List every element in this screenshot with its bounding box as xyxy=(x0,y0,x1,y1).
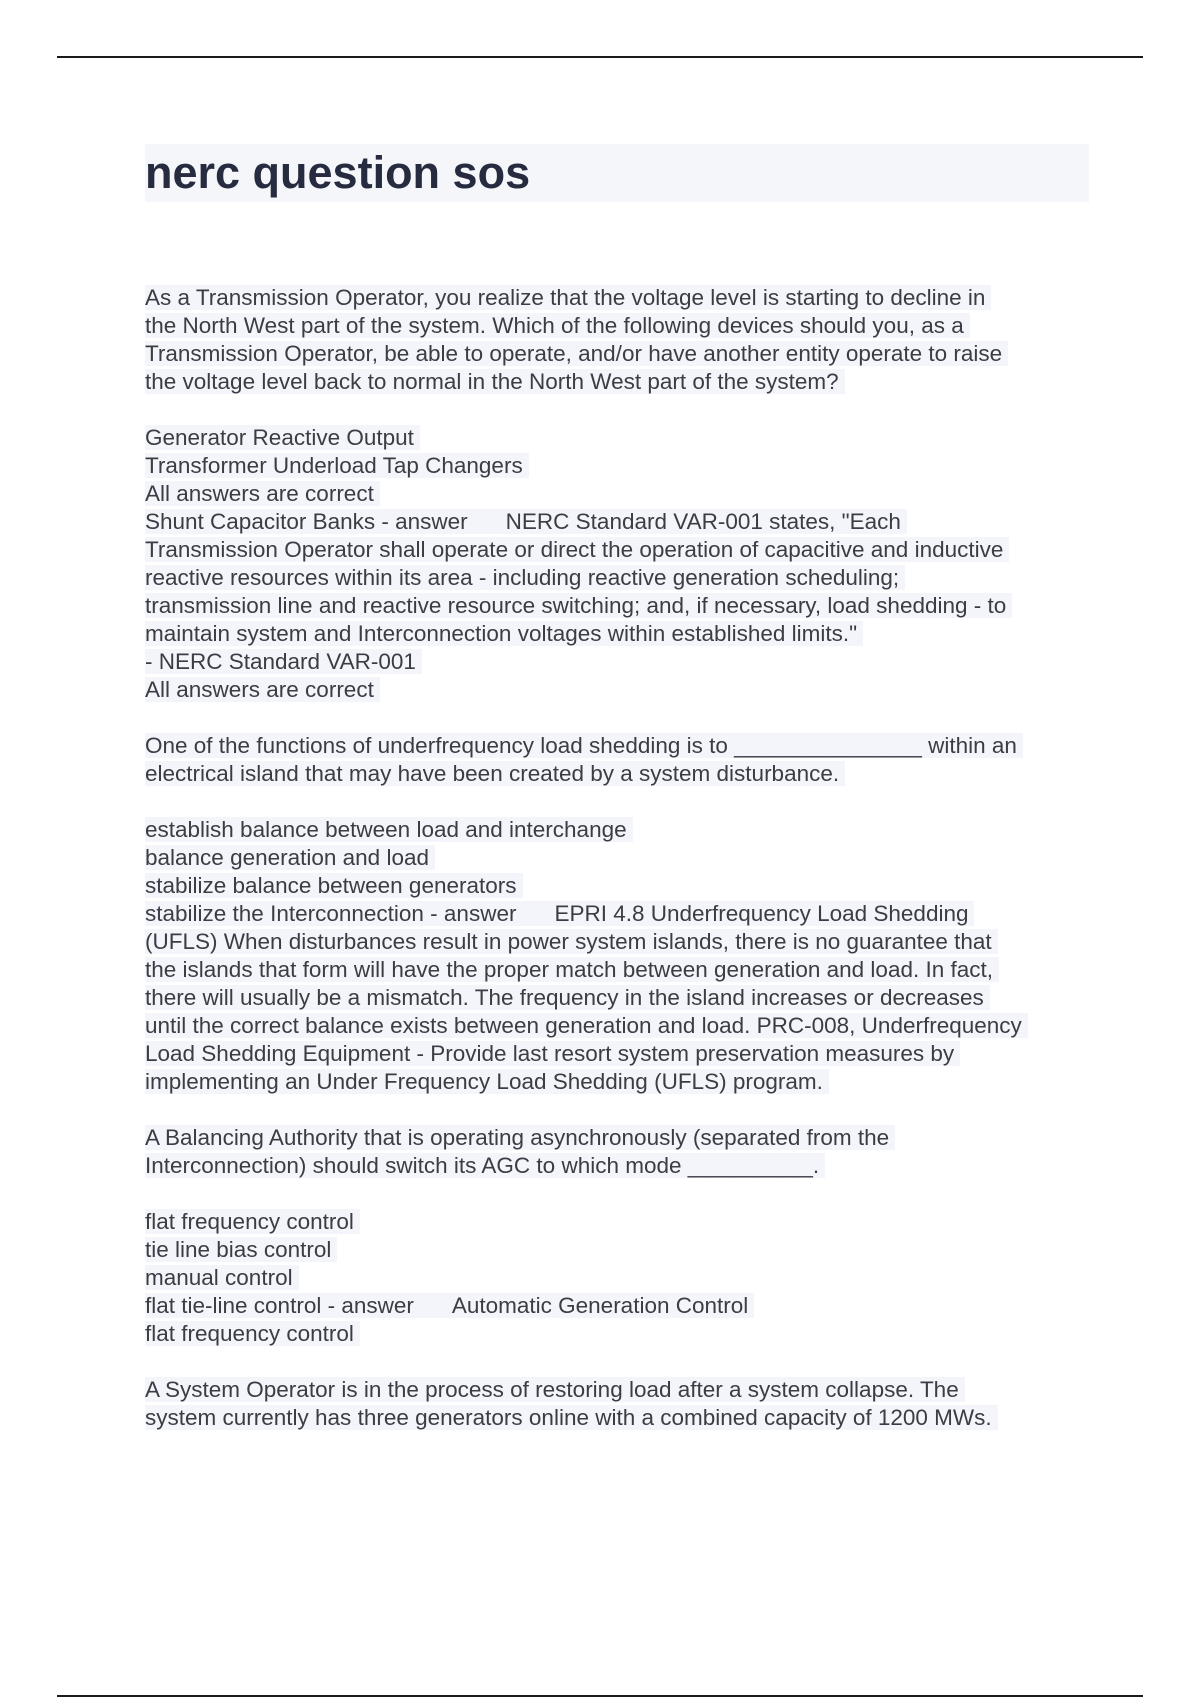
explanation-line: implementing an Under Frequency Load Shedding (UFLS) program. xyxy=(145,1068,1100,1096)
answer-option: All answers are correct xyxy=(145,480,1100,508)
question-line: As a Transmission Operator, you realize that the voltage level is starting to decline in xyxy=(145,284,1100,312)
question-line: the voltage level back to normal in the North West part of the system? xyxy=(145,368,1100,396)
explanation-line: there will usually be a mismatch. The frequency in the island increases or decreases xyxy=(145,984,1100,1012)
explanation-line: flat frequency control xyxy=(145,1320,1100,1348)
answer-line xyxy=(145,900,1100,928)
answer-line xyxy=(145,508,1100,536)
question-line: system currently has three generators online with a combined capacity of 1200 MWs. xyxy=(145,1404,1100,1432)
answer-option: tie line bias control xyxy=(145,1236,1100,1264)
answer-option: stabilize balance between generators xyxy=(145,872,1100,900)
answer-option: balance generation and load xyxy=(145,844,1100,872)
question-block xyxy=(145,1376,1100,1432)
footer-rule xyxy=(57,1695,1143,1697)
question-line: A Balancing Authority that is operating asynchronously (separated from the xyxy=(145,1124,1100,1152)
explanation-line: transmission line and reactive resource switching; and, if necessary, load shedding - to xyxy=(145,592,1100,620)
explanation-line: until the correct balance exists between generation and load. PRC-008, Underfrequency xyxy=(145,1012,1100,1040)
document-title: nerc question sos xyxy=(145,147,531,198)
answer-option: Generator Reactive Output xyxy=(145,424,1100,452)
explanation-line: maintain system and Interconnection voltages within established limits." xyxy=(145,620,1100,648)
explanation-text: Automatic Generation Control xyxy=(451,1293,749,1318)
explanation-line: the islands that form will have the proper match between generation and load. In fact, xyxy=(145,956,1100,984)
question-line: Interconnection) should switch its AGC to which mode __________. xyxy=(145,1152,1100,1180)
explanation-line: (UFLS) When disturbances result in power system islands, there is no guarantee that xyxy=(145,928,1100,956)
question-line: Transmission Operator, be able to operate, and/or have another entity operate to raise xyxy=(145,340,1100,368)
explanation-text: EPRI 4.8 Underfrequency Load Shedding xyxy=(554,901,969,926)
correct-answer: Shunt Capacitor Banks - answer xyxy=(145,509,468,534)
correct-answer: stabilize the Interconnection - answer xyxy=(145,901,517,926)
question-block xyxy=(145,1124,1100,1348)
explanation-text: NERC Standard VAR-001 states, "Each xyxy=(505,509,901,534)
question-block xyxy=(145,732,1100,1096)
answer-option: establish balance between load and interchange xyxy=(145,816,1100,844)
header-rule xyxy=(57,56,1143,58)
question-block xyxy=(145,284,1100,704)
explanation-line: reactive resources within its area - including reactive generation scheduling; xyxy=(145,564,1100,592)
answer-option: Transformer Underload Tap Changers xyxy=(145,452,1100,480)
question-line: electrical island that may have been created by a system disturbance. xyxy=(145,760,1100,788)
answer-line xyxy=(145,1292,1100,1320)
question-line: One of the functions of underfrequency load shedding is to _______________ within an xyxy=(145,732,1100,760)
answer-option: manual control xyxy=(145,1264,1100,1292)
correct-answer: flat tie-line control - answer xyxy=(145,1293,414,1318)
answer-option: flat frequency control xyxy=(145,1208,1100,1236)
explanation-line: Load Shedding Equipment - Provide last resort system preservation measures by xyxy=(145,1040,1100,1068)
document-body xyxy=(145,284,1100,1432)
explanation-line: Transmission Operator shall operate or direct the operation of capacitive and inductive xyxy=(145,536,1100,564)
explanation-line: - NERC Standard VAR-001 xyxy=(145,648,1100,676)
question-line: A System Operator is in the process of restoring load after a system collapse. The xyxy=(145,1376,1100,1404)
explanation-line: All answers are correct xyxy=(145,676,1100,704)
question-line: the North West part of the system. Which of the following devices should you, as a xyxy=(145,312,1100,340)
